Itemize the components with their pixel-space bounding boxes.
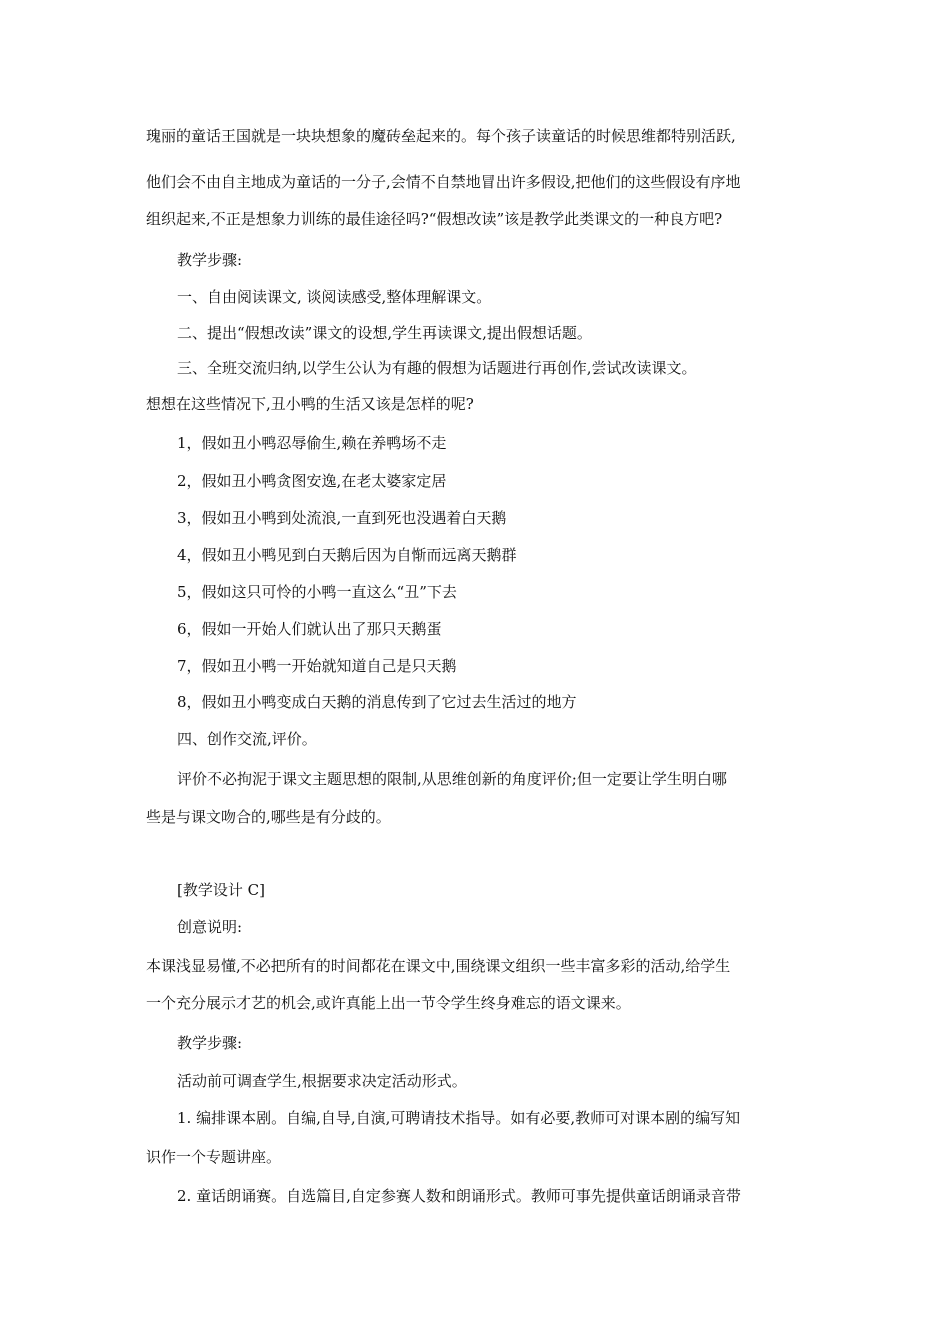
text-line: 组织起来,不正是想象力训练的最佳途径吗?“假想改读”该是教学此类课文的一种良方吧?	[146, 210, 723, 228]
text-line: 7，假如丑小鸭一开始就知道自己是只天鹅	[177, 657, 457, 675]
text-line: 识作一个专题讲座。	[146, 1148, 282, 1166]
text-line: 四、创作交流,评价。	[177, 730, 317, 748]
text-line: 创意说明:	[177, 918, 243, 936]
text-line: 一个充分展示才艺的机会,或许真能上出一节令学生终身难忘的语文课来。	[146, 994, 631, 1012]
text-line: 一、自由阅读课文, 谈阅读感受,整体理解课文。	[177, 288, 492, 306]
text-line: 4，假如丑小鸭见到白天鹅后因为自惭而远离天鹅群	[177, 546, 517, 564]
text-line: 瑰丽的童话王国就是一块块想象的魔砖垒起来的。每个孩子读童话的时候思维都特别活跃,	[146, 127, 736, 145]
text-line: 1，假如丑小鸭忍辱偷生,赖在养鸭场不走	[177, 434, 447, 452]
text-line: 3，假如丑小鸭到处流浪,一直到死也没遇着白天鹅	[177, 509, 507, 527]
text-line: 6，假如一开始人们就认出了那只天鹅蛋	[177, 620, 442, 638]
text-line: 些是与课文吻合的,哪些是有分歧的。	[146, 808, 391, 826]
text-line: 本课浅显易懂,不必把所有的时间都花在课文中,围绕课文组织一些丰富多彩的活动,给学生	[146, 957, 731, 975]
text-line: 教学步骤:	[177, 251, 243, 269]
text-line: [教学设计 C]	[177, 881, 265, 899]
text-line: 2. 童话朗诵赛。自选篇目,自定参赛人数和朗诵形式。教师可事先提供童话朗诵录音带	[177, 1187, 741, 1205]
text-line: 教学步骤:	[177, 1034, 243, 1052]
text-line: 5，假如这只可怜的小鸭一直这么“丑”下去	[177, 583, 457, 601]
text-line: 1. 编排课本剧。自编,自导,自演,可聘请技术指导。如有必要,教师可对课本剧的编写知	[177, 1109, 741, 1127]
text-line: 活动前可调查学生,根据要求决定活动形式。	[177, 1072, 467, 1090]
text-line: 想想在这些情况下,丑小鸭的生活又该是怎样的呢?	[146, 395, 474, 413]
text-line: 2，假如丑小鸭贪图安逸,在老太婆家定居	[177, 472, 447, 490]
text-line: 评价不必拘泥于课文主题思想的限制,从思维创新的角度评价;但一定要让学生明白哪	[177, 770, 727, 788]
text-line: 三、全班交流归纳,以学生公认为有趣的假想为话题进行再创作,尝试改读课文。	[177, 359, 697, 377]
text-line: 二、提出“假想改读”课文的设想,学生再读课文,提出假想话题。	[177, 324, 592, 342]
text-line: 他们会不由自主地成为童话的一分子,会情不自禁地冒出许多假设,把他们的这些假设有序地	[146, 173, 741, 191]
text-line: 8，假如丑小鸭变成白天鹅的消息传到了它过去生活过的地方	[177, 693, 577, 711]
